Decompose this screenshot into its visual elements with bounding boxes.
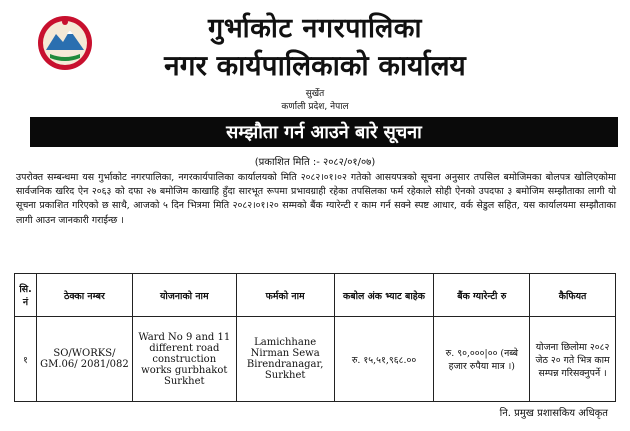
signature: नि. प्रमुख प्रशासकिय अधिकृत (499, 408, 608, 419)
header-sn: सि. नं (15, 274, 37, 317)
header-bank-guarantee: बैंक ग्यारेन्टी रु (434, 274, 530, 317)
header-bid-amount: कबोल अंक भ्याट बाहेक (334, 274, 434, 317)
district-label: सुर्खेत (305, 89, 325, 99)
notice-title-banner: सम्झौता गर्न आउने बारे सूचना (30, 117, 618, 147)
cell-bid-amount: रु. १५,५१,९६८.०० (334, 317, 434, 402)
office-title: नगर कार्यपालिकाको कार्यालय (164, 49, 466, 82)
table-header-row (15, 274, 616, 317)
header-project: योजनाको नाम (132, 274, 236, 317)
table-row (15, 317, 616, 402)
header-contract-no: ठेक्का नम्बर (36, 274, 132, 317)
cell-firm: Lamichhane Nirman Sewa Birendranagar, Surkhet (236, 317, 334, 402)
municipality-title: गुर्भाकोट नगरपालिका (208, 13, 422, 44)
cell-sn: १ (15, 317, 37, 402)
cell-bank-guarantee: रु. ९०,०००|०० (नब्बे हजार रुपैया मात्र ।) (434, 317, 530, 402)
published-date: (प्रकाशित मिति :- २०८२/०१/०७) (254, 157, 376, 168)
contract-table (14, 273, 616, 402)
cell-remarks: योजना छिलोमा २०८२ जेठ २० गते भित्र काम सम्पन्न गरिसक्नुपर्ने । (530, 317, 616, 402)
cell-contract-no: SO/WORKS/ GM.06/ 2081/082 (36, 317, 132, 402)
cell-project: Ward No 9 and 11 different road construction works gurbhakot Surkhet (132, 317, 236, 402)
header-remarks: कैफियत (530, 274, 616, 317)
notice-body: उपरोक्त सम्बन्धमा यस गुर्भाकोट नगरपालिका, नगरकार्यपालिका कार्यालयको मिति २०८२।०१।०२ गतेको आसयपत्रको सूचना अनुसार तपसिल बमोजिमका बोलपत्र खोलिएकोमा सार्वजनिक खरिद ऐन २०६३ को दफा २७ बमोजिम काखाहि हुँदा सारभूत रूपमा प्रभावग्राही रहेका तपसिलका फर्म रहेकाले सोही ऐनको उपदफा ३ बमोजिम सम्झौताका लागी यो सूचना प्रकाशित गरिएको छ साथै, आजको ५ दिन भित्रमा मिति २०८२।०१।२० सम्मको बैंक ग्यारेन्टी र काम गर्न सक्ने स्पष्ट आधार, वर्क सेडुल सहित, यस कार्यालयमा सम्झौताका लागी आउन जानकारी गराईन्छ । (16, 172, 616, 226)
province-label: कर्णाली प्रदेश, नेपाल (281, 102, 349, 112)
header-firm: फर्मको नाम (236, 274, 334, 317)
